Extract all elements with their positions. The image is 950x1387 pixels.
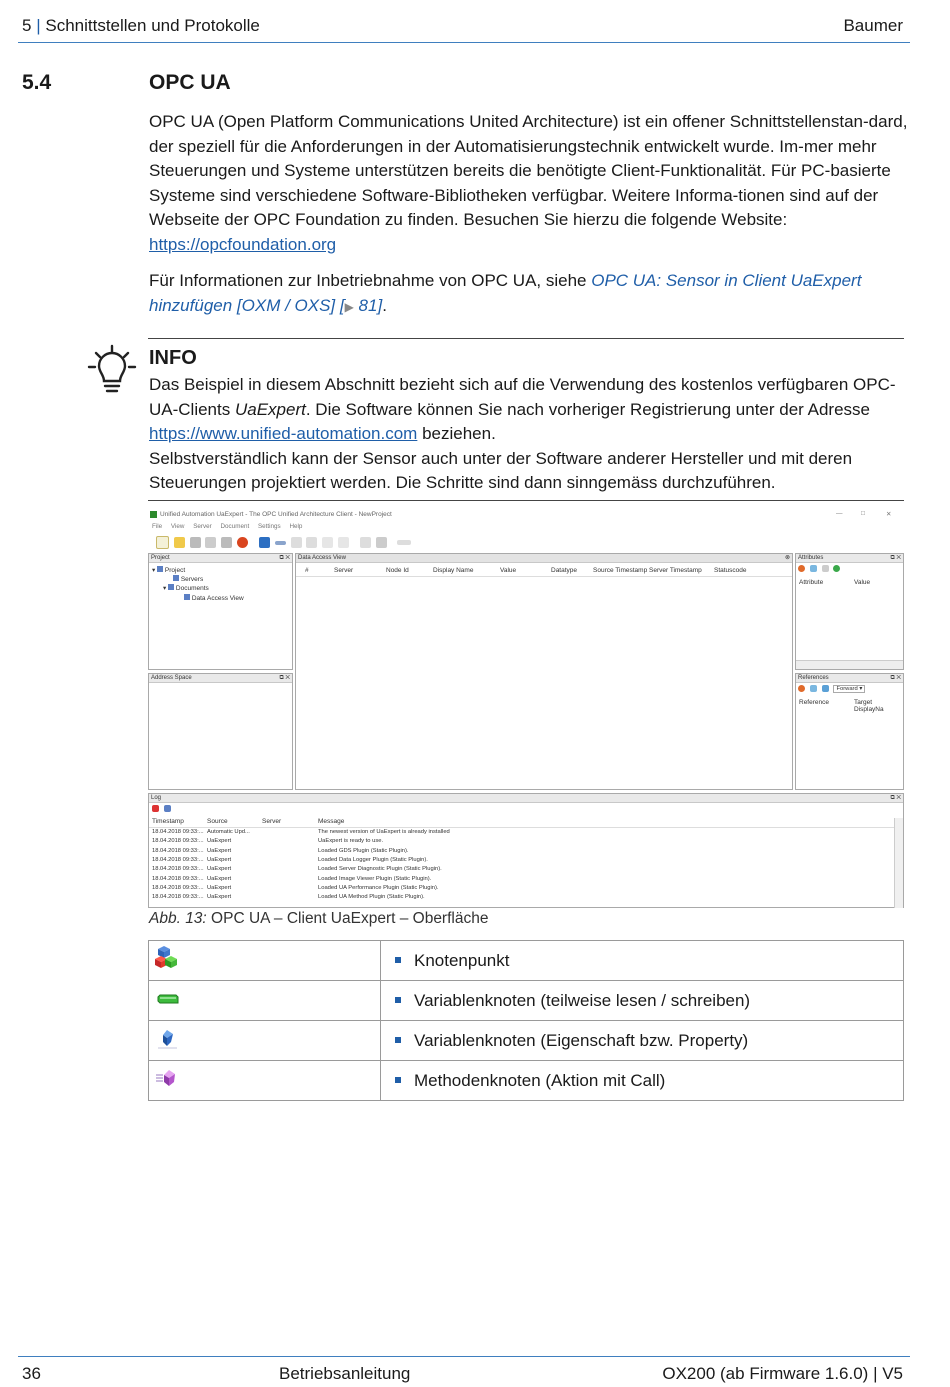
plugin-icon[interactable] [397, 540, 411, 545]
settings-icon[interactable] [221, 537, 232, 548]
log-cell: Automatic Upd... [207, 829, 250, 835]
log-cell: UaExpert [207, 894, 232, 901]
lightbulb-icon [86, 344, 138, 396]
log-cell: 18.04.2018 09:33:... [152, 838, 204, 845]
panel-controls[interactable]: ⧉ ✕ [279, 675, 290, 681]
menu-view[interactable]: View [170, 523, 185, 530]
target-displayname-col: Target DisplayNa [854, 699, 884, 713]
document-icon[interactable] [360, 537, 371, 548]
cross-reference-text: OPC UA: Sensor in Client UaExpert hinzufügen [OXM / OXS] [ [149, 271, 862, 315]
log-title: Log ⧉ ✕ [151, 795, 901, 801]
check-icon[interactable] [810, 565, 817, 572]
table-row [149, 1021, 904, 1061]
menu-server[interactable]: Server [193, 523, 212, 530]
tree-project[interactable]: ▾ Project [152, 567, 186, 574]
toolbar [156, 536, 414, 550]
log-col-server[interactable]: Server [262, 818, 282, 825]
node-icon-table [148, 940, 904, 1101]
object-node-icon [155, 944, 181, 972]
log-cell: 18.04.2018 09:33:... [152, 847, 204, 854]
header-divider [18, 42, 910, 43]
window-title-bar [148, 508, 904, 522]
col-source-timestamp[interactable]: Source Timestamp [593, 567, 648, 574]
menu-file[interactable]: File [152, 523, 163, 530]
remove-server-icon[interactable] [275, 541, 286, 545]
panel-controls[interactable]: ⧉ ✕ [279, 555, 290, 561]
log-cell: The newest version of UaExpert is already installed [318, 829, 450, 835]
references-panel [795, 673, 904, 790]
col-number[interactable]: # [305, 567, 309, 574]
section-number: 5.4 [22, 71, 52, 94]
panel-controls[interactable]: ⧉ ✕ [890, 795, 901, 801]
user-icon[interactable] [338, 537, 349, 548]
log-cell: 18.04.2018 09:33:... [152, 856, 204, 863]
log-columns [149, 818, 903, 828]
attribute-col: Attribute [799, 579, 824, 586]
unified-automation-link[interactable]: https://www.unified-automation.com [149, 424, 418, 443]
log-cell: 18.04.2018 09:33:... [152, 829, 204, 835]
uaexpert-name: UaExpert [234, 399, 306, 419]
address-space-title: Address Space ⧉ ✕ [151, 675, 290, 681]
references-title: References ⧉ ✕ [798, 675, 901, 681]
section-title: OPC UA [149, 71, 231, 94]
chapter-title: Schnittstellen und Protokolle [45, 16, 260, 35]
log-cell: UaExpert [207, 856, 232, 863]
save-as-icon[interactable] [205, 537, 216, 548]
table-row [149, 941, 904, 981]
log-cell: UaExpert [207, 866, 232, 873]
log-cell: Loaded Data Logger Plugin (Static Plugin). [318, 856, 428, 863]
table-row [149, 981, 904, 1021]
app-icon [150, 511, 157, 518]
log-cell: Loaded UA Method Plugin (Static Plugin). [318, 894, 425, 901]
open-icon[interactable] [174, 537, 185, 548]
clear-log-icon[interactable] [152, 805, 159, 812]
data-access-title: Data Access View ⊗ [298, 555, 790, 561]
attributes-panel [795, 553, 904, 670]
bullet-icon [395, 957, 401, 963]
log-cell: 18.04.2018 09:33:... [152, 894, 204, 901]
add-icon[interactable] [833, 565, 840, 572]
node-label: Knotenpunkt [414, 950, 510, 970]
close-button[interactable]: ✕ [886, 511, 892, 518]
edit-icon[interactable] [822, 565, 829, 572]
log-cell: Loaded Server Diagnostic Plugin (Static Plugin). [318, 866, 442, 873]
stop-icon[interactable] [237, 537, 248, 548]
panel-controls[interactable]: ⧉ ✕ [890, 675, 901, 681]
chapter-number: 5 [22, 16, 32, 35]
data-access-columns [296, 567, 792, 577]
log-cell: 18.04.2018 09:33:... [152, 884, 204, 891]
info-text-3: beziehen. [417, 424, 496, 443]
disconnect-icon[interactable] [306, 537, 317, 548]
close-tab-icon[interactable]: ⊗ [784, 555, 790, 561]
info-text-4: Selbstverständlich kann der Sensor auch unter der Software anderer Hersteller und mit deren Steuerungen projektiert werden. Die Schritte sind dann sinngemäss durchzuführen. [149, 448, 853, 492]
cross-reference-page: 81] [353, 295, 383, 315]
menu-settings[interactable]: Settings [257, 523, 281, 530]
caption-text: OPC UA – Client UaExpert – Oberfläche [206, 910, 489, 927]
reference-paragraph [149, 269, 909, 319]
tree-data-access-view[interactable]: Data Access View [184, 594, 244, 602]
log-cell: UaExpert [207, 847, 232, 854]
intro-text: OPC UA (Open Platform Communications United Architecture) ist ein offener Schnittstellenstan-dard, der speziell für die Anforderungen in der Automatisierungstechnik entwickelt wurde. Im-mer mehr Steuerungen und Systeme unterstützen bereits die benötigte Client-Funktionalität. Für PC-basierte Systeme sind verschiedene Software-Bibliotheken verfügbar. Weitere Informa-tionen sind auf der Webseite der OPC Foundation zu finden. Besuchen Sie hierzu die folgende Website: [149, 112, 908, 229]
page-number: 36 [22, 1364, 41, 1383]
save-icon[interactable] [190, 537, 201, 548]
col-display-name[interactable]: Display Name [433, 567, 474, 574]
info-rule-bottom [148, 500, 904, 501]
bullet-icon [395, 997, 401, 1003]
table-row [149, 1061, 904, 1101]
log-cell: Loaded GDS Plugin (Static Plugin). [318, 847, 409, 854]
document-type: Betriebsanleitung [279, 1364, 411, 1383]
save-log-icon[interactable] [164, 805, 171, 812]
col-server[interactable]: Server [334, 567, 354, 574]
direction-select[interactable]: Forward ▾ [833, 685, 865, 693]
delete-icon[interactable] [376, 537, 387, 548]
info-rule-top [148, 338, 904, 339]
col-statuscode[interactable]: Statuscode [714, 567, 747, 574]
running-header [22, 16, 260, 36]
variable-node-icon [155, 988, 181, 1008]
uaexpert-screenshot [148, 508, 904, 908]
figure-caption [149, 910, 488, 928]
add-server-icon[interactable] [259, 537, 270, 548]
filter-icon[interactable] [822, 685, 829, 692]
panel-controls[interactable]: ⧉ ✕ [890, 555, 901, 561]
page-arrow-icon: ▶ [344, 299, 354, 314]
log-scrollbar[interactable] [894, 818, 903, 908]
bullet-icon [395, 1077, 401, 1083]
log-cell: Loaded Image Viewer Plugin (Static Plugin). [318, 875, 432, 882]
log-toolbar [152, 805, 174, 812]
refresh-icon[interactable] [798, 685, 805, 692]
log-cell: UaExpert is ready to use. [318, 838, 384, 845]
method-node-icon [155, 1067, 181, 1089]
log-cell: UaExpert [207, 875, 232, 882]
tree-servers[interactable]: Servers [173, 575, 203, 583]
project-panel [148, 553, 293, 670]
log-col-timestamp[interactable]: Timestamp [152, 818, 184, 825]
log-cell: 18.04.2018 09:33:... [152, 875, 204, 882]
menu-help[interactable]: Help [289, 523, 303, 530]
log-cell: 18.04.2018 09:33:... [152, 866, 204, 873]
node-label: Methodenknoten (Aktion mit Call) [414, 1070, 666, 1090]
refresh-icon[interactable] [798, 565, 805, 572]
property-node-icon [155, 1026, 181, 1050]
check-icon[interactable] [810, 685, 817, 692]
info-text-1: Das Beispiel in diesem Abschnitt bezieht sich auf die Verwendung des kostenlos verfügbaren OPC-UA-Clients [149, 375, 896, 419]
search-icon[interactable] [322, 537, 333, 548]
footer-divider [18, 1356, 910, 1357]
minimize-button[interactable]: — [836, 510, 843, 517]
log-cell: Loaded UA Performance Plugin (Static Plugin). [318, 884, 439, 891]
bullet-icon [395, 1037, 401, 1043]
menu-document[interactable]: Document [220, 523, 250, 530]
intro-paragraph [149, 110, 909, 257]
address-space-panel [148, 673, 293, 790]
maximize-button[interactable]: □ [861, 510, 865, 517]
brand-name: Baumer [843, 16, 903, 35]
window-title: Unified Automation UaExpert - The OPC Unified Architecture Client - NewProject [160, 511, 392, 518]
col-datatype[interactable]: Datatype [551, 567, 578, 574]
reference-suffix: . [382, 295, 387, 315]
opcfoundation-link[interactable]: https://opcfoundation.org [149, 234, 337, 254]
log-cell: UaExpert [207, 838, 232, 845]
info-paragraph [149, 373, 909, 496]
log-cell: UaExpert [207, 884, 232, 891]
product-version: OX200 (ab Firmware 1.6.0) | V5 [662, 1364, 903, 1383]
attributes-scrollbar[interactable] [796, 660, 903, 669]
caption-label: Abb. 13: [149, 910, 207, 927]
tree-documents[interactable]: ▾ Documents [163, 585, 209, 592]
header-separator: | [36, 16, 41, 35]
reconnect-icon[interactable] [291, 537, 302, 548]
project-panel-title: Project ⧉ ✕ [151, 555, 290, 561]
log-col-message[interactable]: Message [318, 818, 345, 825]
references-toolbar [798, 685, 865, 693]
reference-prefix: Für Informationen zur Inbetriebnahme von OPC UA, siehe [149, 271, 592, 290]
col-server-timestamp[interactable]: Server Timestamp [649, 567, 702, 574]
data-access-panel [295, 553, 793, 790]
info-heading: INFO [149, 347, 197, 369]
attributes-title: Attributes ⧉ ✕ [798, 555, 901, 561]
attributes-toolbar [798, 565, 843, 572]
info-text-2: . Die Software können Sie nach vorheriger Registrierung unter der Adresse [305, 399, 870, 419]
log-col-source[interactable]: Source [207, 818, 228, 825]
col-node-id[interactable]: Node Id [386, 567, 409, 574]
new-icon[interactable] [156, 536, 169, 549]
node-label: Variablenknoten (teilweise lesen / schreiben) [414, 990, 751, 1010]
menu-bar [152, 523, 302, 530]
col-value[interactable]: Value [500, 567, 517, 574]
value-col: Value [854, 579, 871, 586]
node-label: Variablenknoten (Eigenschaft bzw. Property) [414, 1030, 749, 1050]
log-panel [148, 793, 904, 908]
reference-col: Reference [799, 699, 829, 706]
